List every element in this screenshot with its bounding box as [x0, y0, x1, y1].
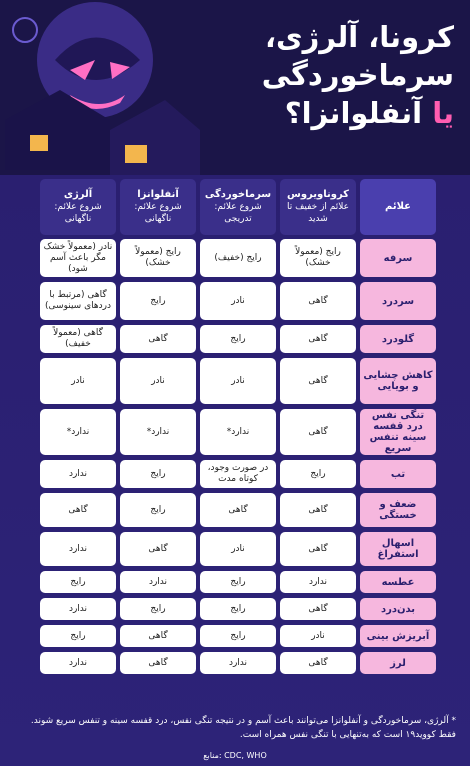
corona-cell: گاهی [280, 325, 356, 353]
title-line2: سرماخوردگی [261, 58, 454, 92]
corona-cell: گاهی [280, 532, 356, 566]
header-cold [200, 179, 276, 235]
table-row [38, 598, 436, 620]
symptom-cell: ضعف و خستگی [360, 493, 436, 527]
allergy-cell: ندارد* [40, 409, 116, 455]
header-title: آنفلوانزا [137, 189, 179, 200]
table-row [38, 625, 436, 647]
title-line1: کرونا، آلرژی، [265, 20, 454, 54]
symptom-cell: تب [360, 460, 436, 488]
flu-cell: نادر [120, 358, 196, 404]
flu-cell: گاهی [120, 625, 196, 647]
header-title: کروناویروس [287, 189, 349, 200]
corona-cell: گاهی [280, 358, 356, 404]
cold-cell: رایج [200, 325, 276, 353]
cold-cell: رایج [200, 598, 276, 620]
header-title: سرماخوردگی [204, 189, 272, 200]
flu-cell: رایج [120, 282, 196, 320]
header-sub: شروع علائم: ناگهانی [134, 202, 182, 224]
header-allergy [40, 179, 116, 235]
table-row [38, 571, 436, 593]
flu-cell: رایج [120, 493, 196, 527]
allergy-cell: نادر (معمولاً خشک مگر باعث آسم شود) [40, 239, 116, 277]
header-corona [280, 179, 356, 235]
corona-cell: گاهی [280, 282, 356, 320]
comparison-table [38, 179, 436, 679]
title-line3-rest: آنفلوانزا؟ [284, 96, 423, 130]
corona-cell: گاهی [280, 493, 356, 527]
allergy-cell: گاهی (مرتبط با دردهای سینوسی) [40, 282, 116, 320]
allergy-cell: نادر [40, 358, 116, 404]
flu-cell: گاهی [120, 652, 196, 674]
corona-cell: گاهی [280, 409, 356, 455]
cold-cell: رایج [200, 625, 276, 647]
symptom-cell: سرفه [360, 239, 436, 277]
table-row [38, 460, 436, 488]
corona-cell: نادر [280, 625, 356, 647]
cold-cell: ندارد* [200, 409, 276, 455]
symptom-cell: گلودرد [360, 325, 436, 353]
flu-cell: گاهی [120, 532, 196, 566]
table-row [38, 282, 436, 320]
cold-cell: در صورت وجود، کوتاه مدت [200, 460, 276, 488]
title-pink-word: یا [432, 96, 454, 130]
table-row [38, 239, 436, 277]
table-row [38, 652, 436, 674]
flu-cell: ندارد [120, 571, 196, 593]
cold-cell: گاهی [200, 493, 276, 527]
cold-cell: رایج [200, 571, 276, 593]
flu-cell: رایج (معمولاً خشک) [120, 239, 196, 277]
table-row [38, 358, 436, 404]
source: منابع: CDC, WHO [203, 751, 267, 760]
header-symptoms [360, 179, 436, 235]
header-sub: شروع علائم: تدریجی [214, 202, 262, 224]
symptom-cell: لرز [360, 652, 436, 674]
cold-cell: نادر [200, 358, 276, 404]
allergy-cell: گاهی [40, 493, 116, 527]
symptom-cell: اسهال استفراغ [360, 532, 436, 566]
cold-cell: ندارد [200, 652, 276, 674]
title-line3 [154, 94, 454, 132]
allergy-cell: رایج [40, 571, 116, 593]
corona-cell: رایج [280, 460, 356, 488]
cold-cell: نادر [200, 532, 276, 566]
flu-cell: ندارد* [120, 409, 196, 455]
table-row [38, 409, 436, 455]
flu-cell: گاهی [120, 325, 196, 353]
symptom-cell: تنگی نفس درد قفسه سینه تنفس سریع [360, 409, 436, 455]
footnote: * آلرژی، سرماخوردگی و آنفلوانزا می‌توانند باعث آسم و در نتیجه تنگی نفس، درد قفسه سینه و تنفس سریع شوند. فقط کووید۱۹ است که به‌تنهایی با تنگی نفس همراه است. [30, 716, 456, 740]
corona-cell: ندارد [280, 571, 356, 593]
symptom-cell: عطسه [360, 571, 436, 593]
table-row [38, 532, 436, 566]
table-row [38, 325, 436, 353]
allergy-cell: ندارد [40, 598, 116, 620]
allergy-cell: ندارد [40, 460, 116, 488]
symptom-cell: بدن‌درد [360, 598, 436, 620]
flu-cell: رایج [120, 460, 196, 488]
header-sub: شروع علائم: ناگهانی [54, 202, 102, 224]
symptom-cell: آبریزش بینی [360, 625, 436, 647]
title [154, 18, 454, 132]
header-flu [120, 179, 196, 235]
cold-cell: رایج (خفیف) [200, 239, 276, 277]
table-row [38, 493, 436, 527]
symptom-cell: سردرد [360, 282, 436, 320]
corona-cell: گاهی [280, 652, 356, 674]
header-title: علائم [384, 201, 412, 212]
header-sub: علائم از خفیف تا شدید [286, 202, 350, 224]
cold-cell: نادر [200, 282, 276, 320]
corona-cell: گاهی [280, 598, 356, 620]
allergy-cell: ندارد [40, 652, 116, 674]
header-title: آلرژی [63, 189, 93, 200]
table-header [38, 179, 436, 235]
flu-cell: رایج [120, 598, 196, 620]
corona-cell: رایج (معمولاً خشک) [280, 239, 356, 277]
symptom-cell: کاهش چشایی و بویایی [360, 358, 436, 404]
allergy-cell: ندارد [40, 532, 116, 566]
table-body [38, 239, 436, 674]
allergy-cell: رایج [40, 625, 116, 647]
allergy-cell: گاهی (معمولاً خفیف) [40, 325, 116, 353]
